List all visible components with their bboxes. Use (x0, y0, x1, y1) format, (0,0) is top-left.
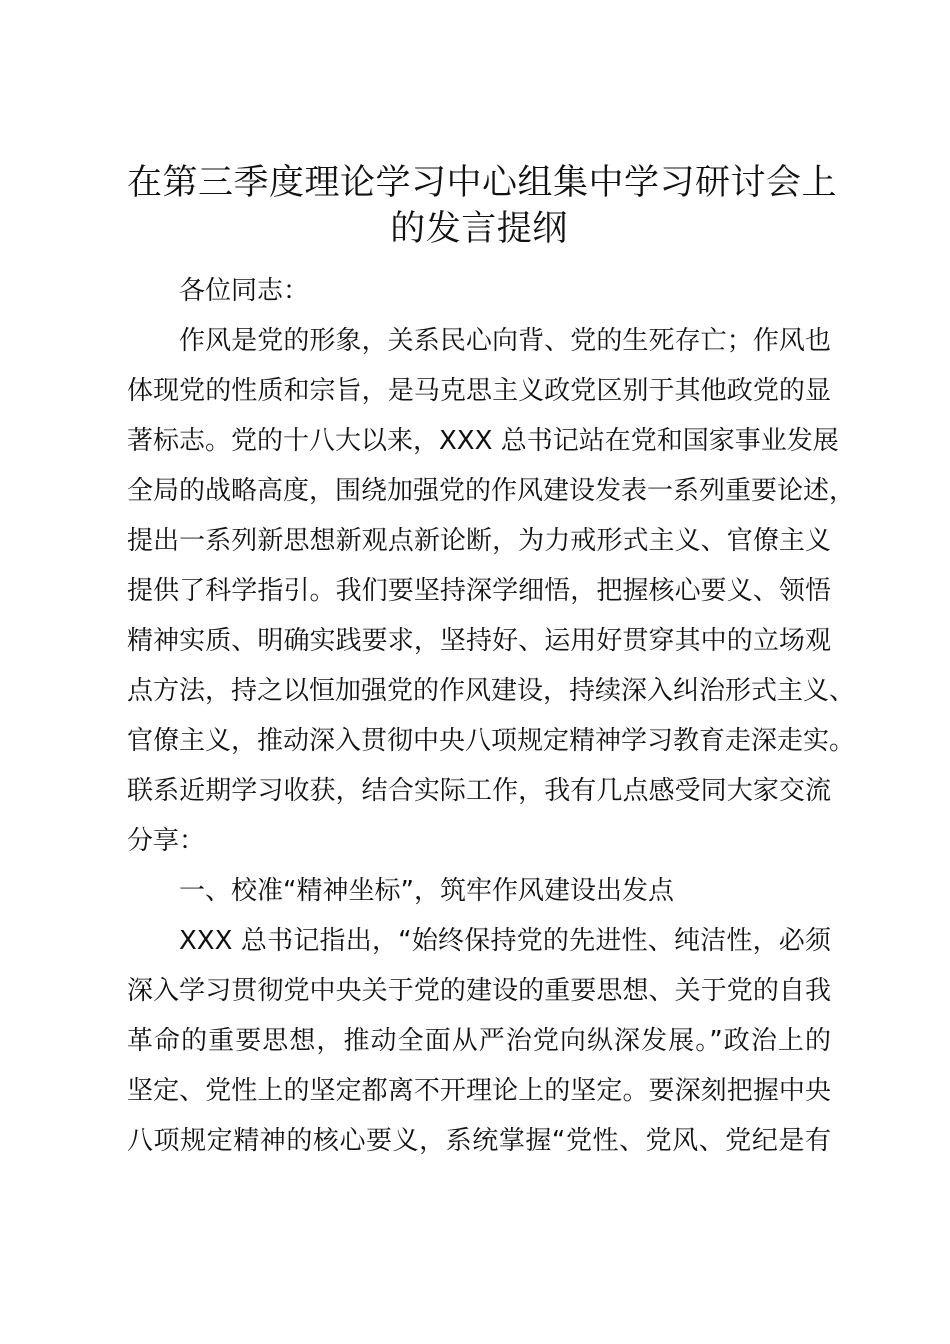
paragraph-line: 联系近期学习收获，结合实际工作，我有几点感受同大家交流 (127, 776, 831, 806)
paragraph-line: 全局的战略高度，围绕加强党的作风建设发表一系列重要论述， (127, 476, 856, 506)
paragraph-line: 体现党的性质和宗旨，是马克思主义政党区别于其他政党的显 (127, 376, 831, 406)
title-line: 在第三季度理论学习中心组集中学习研讨会上 (127, 163, 838, 203)
paragraph-line: 分享： (127, 826, 206, 856)
paragraph-line: 提出一系列新思想新观点新论断，为力戒形式主义、官僚主义 (127, 526, 831, 556)
document-body (127, 266, 856, 1166)
paragraph-line: 点方法，持之以恒加强党的作风建设，持续深入纠治形式主义、 (127, 676, 856, 706)
paragraph-line: 八项规定精神的核心要义，系统掌握“党性、党风、党纪是有 (127, 1126, 831, 1156)
paragraph-line: 精神实质、明确实践要求，坚持好、运用好贯穿其中的立场观 (127, 626, 831, 656)
paragraph-line: XXX 总书记指出，“始终保持党的先进性、纯洁性，必须 (179, 926, 831, 956)
paragraph-intro (127, 316, 856, 866)
document-title (127, 160, 838, 252)
paragraph-line: 作风是党的形象，关系民心向背、党的生死存亡；作风也 (179, 326, 831, 356)
paragraph-line: 官僚主义，推动深入贯彻中央八项规定精神学习教育走深走实。 (127, 726, 856, 756)
paragraph-line: 著标志。党的十八大以来，XXX 总书记站在党和国家事业发展 (127, 426, 839, 456)
salutation: 各位同志： (179, 276, 310, 306)
paragraph-line: 深入学习贯彻党中央关于党的建设的重要思想、关于党的自我 (127, 976, 831, 1006)
paragraph-line: 提供了科学指引。我们要坚持深学细悟，把握核心要义、领悟 (127, 576, 831, 606)
title-line: 的发言提纲 (390, 209, 568, 249)
paragraph-section1 (127, 916, 831, 1166)
section-heading: 一、校准“精神坐标”，筑牢作风建设出发点 (179, 876, 674, 906)
paragraph-line: 坚定、党性上的坚定都离不开理论上的坚定。要深刻把握中央 (127, 1076, 831, 1106)
document-page (127, 160, 856, 1166)
paragraph-line: 革命的重要思想，推动全面从严治党向纵深发展。”政治上的 (127, 1026, 831, 1056)
